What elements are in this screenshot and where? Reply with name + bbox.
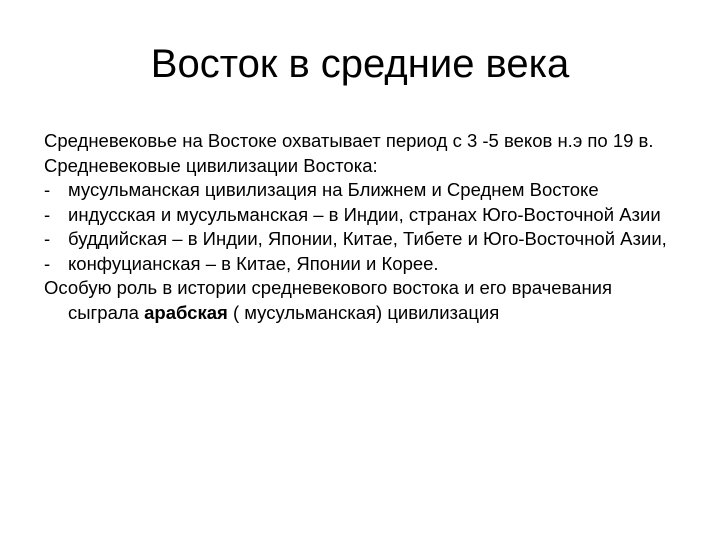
- slide-title: Восток в средние века: [150, 42, 570, 86]
- list-item-text: конфуцианская – в Китае, Японии и Корее.: [68, 252, 439, 274]
- paragraph-civilizations-heading: Средневековые цивилизации Востока:: [44, 154, 378, 176]
- list-item: [44, 227, 684, 252]
- list-item: [44, 252, 684, 277]
- dash-bullet: -: [44, 228, 51, 249]
- list-item-text: буддийская – в Индии, Японии, Китае, Тибете и Юго-Восточной Азии,: [68, 228, 667, 249]
- closing-text-before: Особую роль в истории средневекового востока и его врачевания сыграла: [44, 277, 613, 323]
- list-item-text: мусульманская цивилизация на Ближнем и Среднем Востоке: [68, 179, 599, 200]
- dash-bullet: -: [44, 179, 51, 200]
- slide-body: [44, 129, 684, 325]
- list-item: [44, 178, 684, 203]
- closing-bold-word: арабская: [144, 301, 228, 323]
- paragraph-period: Средневековье на Востоке охватывает период с 3 -5 веков н.э по 19 в.: [44, 130, 654, 151]
- dash-bullet: -: [44, 203, 51, 225]
- list-item-text: индусская и мусульманская – в Индии, странах Юго-Восточной Азии: [68, 203, 661, 225]
- dash-bullet: -: [44, 252, 51, 274]
- closing-text-after: ( мусульманская) цивилизация: [227, 301, 500, 323]
- list-item: [44, 203, 684, 228]
- paragraph-closing: [44, 276, 684, 325]
